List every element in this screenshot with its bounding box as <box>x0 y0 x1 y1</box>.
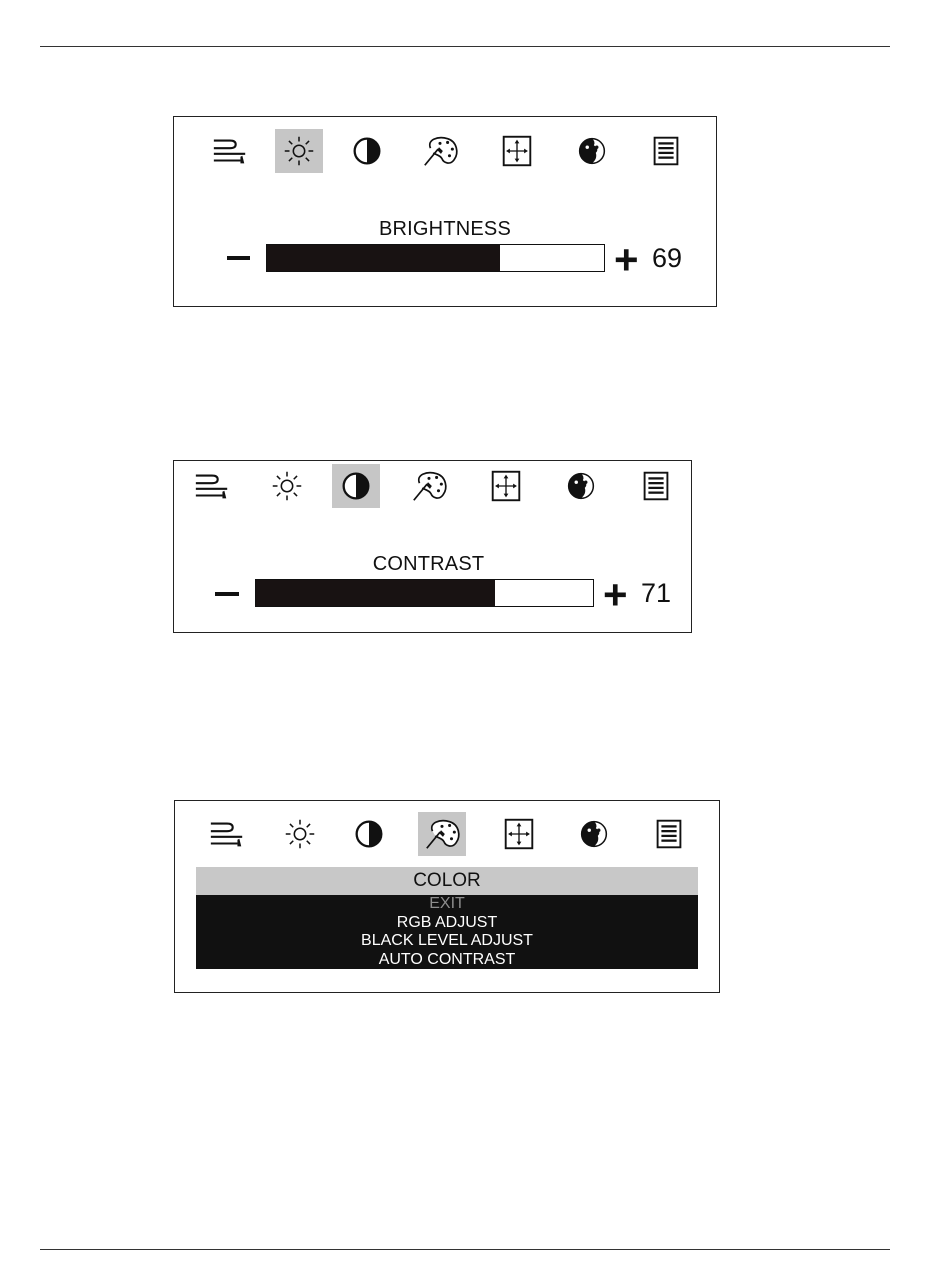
decrease-button[interactable] <box>215 592 239 596</box>
position-icon[interactable] <box>482 464 530 508</box>
menu-item-auto-contrast[interactable]: AUTO CONTRAST <box>378 950 516 968</box>
menu-list-icon[interactable] <box>645 812 693 856</box>
menu-item-exit[interactable]: EXIT <box>429 895 465 912</box>
color-submenu <box>196 895 698 969</box>
menu-list-icon[interactable] <box>642 129 690 173</box>
color-palette-icon[interactable] <box>418 812 466 856</box>
contrast-slider[interactable] <box>255 579 594 607</box>
brightness-icon[interactable] <box>275 129 323 173</box>
contrast-title: CONTRAST <box>372 553 485 575</box>
brightness-slider[interactable] <box>266 244 605 272</box>
increase-button[interactable]: + <box>603 571 628 618</box>
increase-button[interactable]: + <box>614 236 639 283</box>
image-setup-icon[interactable] <box>570 812 618 856</box>
menu-item-rgb-adjust[interactable]: RGB ADJUST <box>396 913 498 931</box>
brightness-icon[interactable] <box>263 464 311 508</box>
page-bottom-rule <box>40 1249 890 1250</box>
decrease-button[interactable] <box>227 256 250 260</box>
osd-contrast-panel <box>173 460 692 633</box>
input-select-icon[interactable] <box>203 812 251 856</box>
image-setup-icon[interactable] <box>568 129 616 173</box>
menu-item-black-level-adjust[interactable]: BLACK LEVEL ADJUST <box>361 932 533 949</box>
brightness-title: BRIGHTNESS <box>378 218 512 240</box>
page-top-rule <box>40 46 890 47</box>
menu-list-icon[interactable] <box>632 464 680 508</box>
image-setup-icon[interactable] <box>557 464 605 508</box>
color-menu-title: COLOR <box>196 867 698 895</box>
input-select-icon[interactable] <box>188 464 236 508</box>
position-icon[interactable] <box>495 812 543 856</box>
contrast-slider-fill <box>256 580 495 606</box>
position-icon[interactable] <box>493 129 541 173</box>
brightness-value: 69 <box>652 243 683 273</box>
contrast-icon[interactable] <box>345 812 393 856</box>
osd-color-panel <box>174 800 720 993</box>
color-palette-icon[interactable] <box>405 464 453 508</box>
contrast-value: 71 <box>641 578 672 608</box>
brightness-slider-fill <box>267 245 500 271</box>
contrast-icon[interactable] <box>343 129 391 173</box>
osd-brightness-panel <box>173 116 717 307</box>
input-select-icon[interactable] <box>206 129 254 173</box>
contrast-icon[interactable] <box>332 464 380 508</box>
color-palette-icon[interactable] <box>416 129 464 173</box>
brightness-icon[interactable] <box>276 812 324 856</box>
